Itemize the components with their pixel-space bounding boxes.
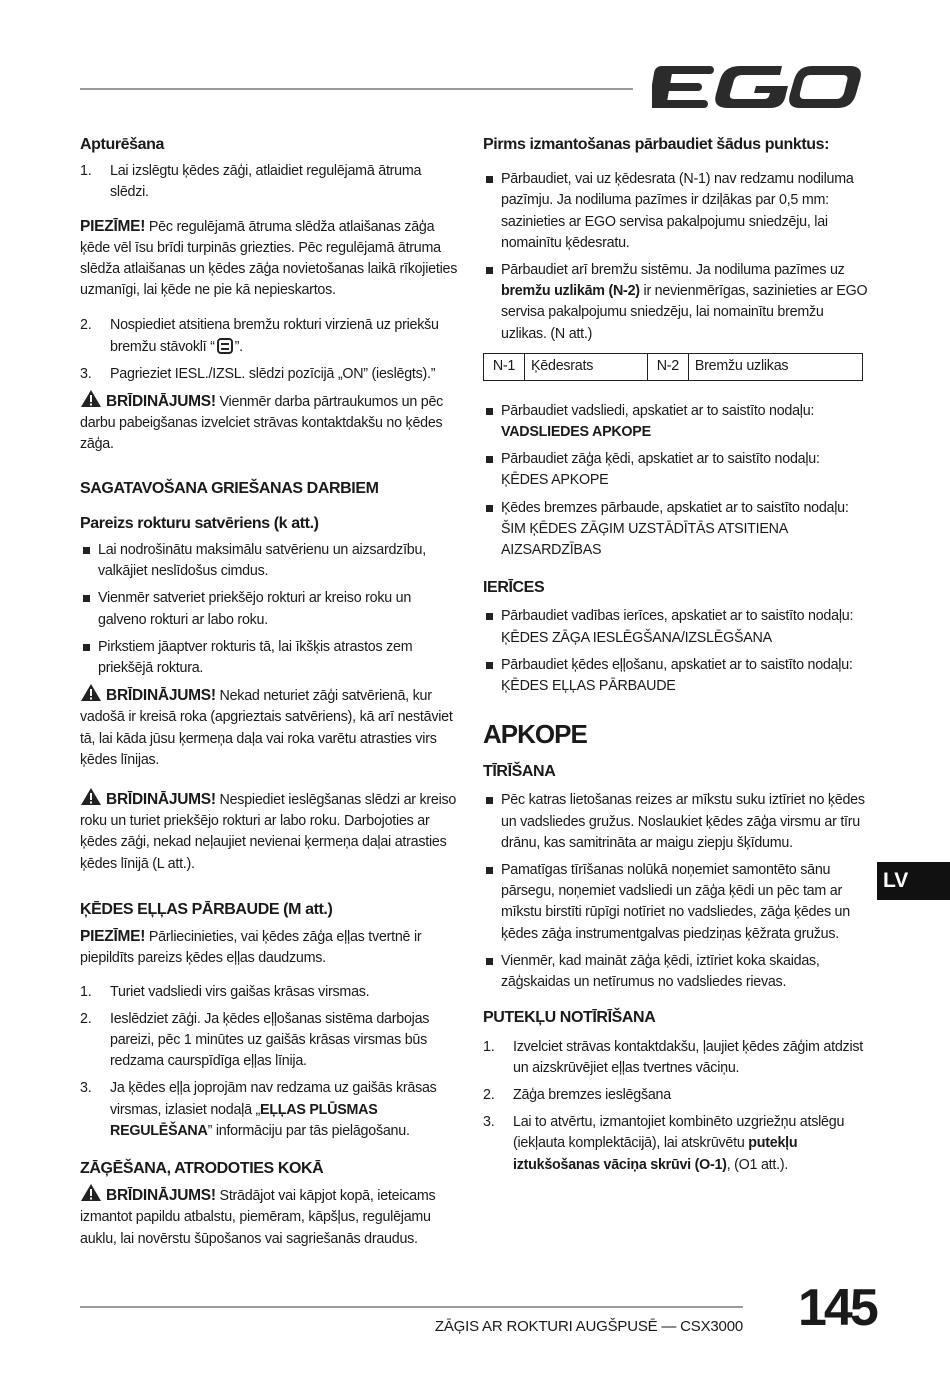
oil-step-3: 3. Ja ķēdes eļļa joprojām nav redzama uz gaišās krāsas virsmas, izlasiet nodaļā „EĻĻAS PLŪSMAS REGULĒŠANA” informāciju par tās pielāgošanu.: [80, 1080, 437, 1139]
header-rule: [80, 88, 633, 90]
devices-heading: IERĪCES: [483, 579, 545, 597]
checks-bullet-4: Pārbaudiet zāģa ķēdi, apskatiet ar to saistīto nodaļu: ĶĒDES APKOPE: [483, 449, 868, 491]
page-number: 145: [798, 1279, 876, 1337]
tree-warning: BRĪDINĀJUMS! Strādājot vai kāpjot kopā, ieteicams izmantot papildu atbalstu, piemēram, kāpšļus, regulējamu auklu, lai novērstu šūpošanos vai sagriešanās draudus.: [80, 1183, 458, 1250]
warning-icon: [80, 1183, 102, 1202]
stop-step-2: 2. Nospiediet atsitiena bremžu rokturi virzienā uz priekšu bremžu stāvoklī “ ”.: [80, 317, 439, 355]
grip-heading: Pareizs rokturu satvēriens (k att.): [80, 514, 319, 532]
checks-bullet-1: Pārbaudiet, vai uz ķēdesrata (N-1) nav redzamu nodiluma pazīmju. Ja nodiluma pazīmes ir dziļākas par 0,5 mm: sazinieties ar EGO servisa pakalpojumu sniedzēju, lai nomainītu ķēdesratu.: [483, 169, 868, 254]
checks-bullet-2: Pārbaudiet arī bremžu sistēmu. Ja nodiluma pazīmes uz bremžu uzlikām (N-2) ir nevienmērīgas, sazinieties ar EGO servisa pakalpojumu sniedzēju, lai nomainītu bremžu uzlikas. (N att.): [483, 260, 868, 345]
devices-bullet-1: Pārbaudiet vadības ierīces, apskatiet ar to saistīto nodaļu: ĶĒDES ZĀĢA IESLĒGŠANA/IZSLĒGŠANA: [483, 606, 868, 648]
dust-removal-heading: PUTEKĻU NOTĪRĪŠANA: [483, 1009, 656, 1027]
prep-heading: SAGATAVOŠANA GRIEŠANAS DARBIEM: [80, 479, 379, 497]
cleaning-bullet-1: Pēc katras lietošanas reizes ar mīkstu suku iztīriet no ķēdes un vadsliedes gružus. Noslaukiet ķēdes zāģa virsmu ar tīru drānu, kas samitrināta ar maigu ziepju šķīdumu.: [483, 790, 868, 854]
cleaning-heading: TĪRĪŠANA: [483, 763, 556, 781]
footer-title: ZĀĢIS AR ROKTURI AUGŠPUSĒ — CSX3000: [434, 1318, 743, 1335]
cleaning-bullet-2: Pamatīgas tīrīšanas nolūkā noņemiet samontēto sānu pārsegu, noņemiet vadsliedi un zāģa ķēdi un pēc tam ar mīkstu birstīti rūpīgi notīriet no vadsliedes, zāģa ķēdes un ķēdes zāģa instrumentgalvas piedziņas ķēžrata gružus.: [483, 860, 868, 945]
chain-brake-symbol-icon: [217, 338, 233, 354]
footer-rule: [80, 1306, 743, 1308]
tree-cutting-heading: ZĀĢĒŠANA, ATRODOTIES KOKĀ: [80, 1159, 324, 1177]
cleaning-bullet-3: Vienmēr, kad maināt zāģa ķēdi, iztīriet koka skaidas, zāģskaidas un netīrumus no vadsliedes rievas.: [483, 951, 868, 993]
language-tab: LV: [877, 862, 950, 900]
oil-check-heading: ĶĒDES EĻĻAS PĀRBAUDE (M att.): [80, 900, 333, 918]
right-column: [483, 134, 868, 1176]
stop-step-1: 1. Lai izslēgtu ķēdes zāģi, atlaidiet regulējamā ātruma slēdzi.: [80, 163, 422, 201]
oil-step-1: 1. Turiet vadsliedi virs gaišas krāsas virsmas.: [80, 983, 370, 1000]
parts-table: [483, 353, 863, 381]
grip-bullet-2: Vienmēr satveriet priekšējo rokturi ar kreiso roku un galveno rokturi ar labo roku.: [80, 588, 458, 630]
dust-step-3: 3. Lai to atvērtu, izmantojiet kombinēto uzgriežņu atslēgu (iekļauta komplektācijā), lai atskrūvētu putekļu iztukšošanas vāciņa skrūvi (O-1), (O1 att.).: [483, 1114, 845, 1173]
part-label-n1: Ķēdesrats: [525, 353, 648, 380]
grip-warning-2: BRĪDINĀJUMS! Nespiediet ieslēgšanas slēdzi ar kreiso roku un turiet priekšējo rokturi ar labo roku. Darbojoties ar ķēdes zāģi, nekad neļaujiet nevienai ķermeņa daļai atrasties ķēdes līnijā (L att.).: [80, 787, 458, 875]
devices-bullet-2: Pārbaudiet ķēdes eļļošanu, apskatiet ar to saistīto nodaļu: ĶĒDES EĻĻAS PĀRBAUDE: [483, 655, 868, 697]
warning-icon: [80, 787, 102, 806]
dust-step-2: 2. Zāģa bremzes ieslēgšana: [483, 1086, 671, 1103]
grip-bullet-3: Pirkstiem jāaptver rokturis tā, lai īkšķis atrastos zem priekšējā roktura.: [80, 637, 458, 679]
stop-note: PIEZĪME! Pēc regulējamā ātruma slēdža atlaišanas zāģa ķēde vēl īsu brīdi turpinās griezties. Pēc regulējamā ātruma slēdža atlaišanas un ķēdes zāģa novietošanas laikā rīkojieties uzmanīgi, lai ķēde ne pie kā nepieskartos.: [80, 217, 458, 299]
left-column: [80, 134, 458, 1250]
grip-warning-1: BRĪDINĀJUMS! Nekad neturiet zāģi satvērienā, kur vadošā ir kreisā roka (apgrieztais satvēriens), kā arī nestāviet tā, lai kāda jūsu ķermeņa daļa vai roka varētu atrasties virs ķēdes līnijas.: [80, 683, 458, 771]
checks-bullet-5: Ķēdes bremzes pārbaude, apskatiet ar to saistīto nodaļu: ŠIM ĶĒDES ZĀĢIM UZSTĀDĪTĀS ATSITIENA AIZSARDZĪBAS: [483, 498, 868, 562]
warning-icon: [80, 389, 102, 408]
checks-heading: Pirms izmantošanas pārbaudiet šādus punktus:: [483, 136, 830, 153]
table-row: [484, 353, 863, 380]
part-code-n1: N-1: [484, 353, 525, 380]
grip-bullet-1: Lai nodrošinātu maksimālu satvērienu un aizsardzību, valkājiet neslīdošus cimdus.: [80, 540, 458, 582]
part-code-n2: N-2: [647, 353, 688, 380]
ego-logo: [652, 62, 862, 112]
warning-icon: [80, 683, 102, 702]
stop-heading: Apturēšana: [80, 136, 165, 153]
stop-step-3: 3. Pagrieziet IESL./IZSL. slēdzi pozīcijā „ON” (ieslēgts).”: [80, 365, 436, 382]
checks-bullet-3: Pārbaudiet vadsliedi, apskatiet ar to saistīto nodaļu: VADSLIEDES APKOPE: [483, 401, 868, 443]
stop-warning: BRĪDINĀJUMS! Vienmēr darba pārtraukumos un pēc darbu pabeigšanas izvelciet strāvas kontaktdakšu no ķēdes zāģa.: [80, 389, 458, 456]
maintenance-heading: APKOPE: [483, 719, 587, 750]
part-label-n2: Bremžu uzlikas: [688, 353, 862, 380]
oil-note: PIEZĪME! Pārliecinieties, vai ķēdes zāģa eļļas tvertnē ir piepildīts pareizs ķēdes eļļas daudzums.: [80, 928, 422, 967]
dust-step-1: 1. Izvelciet strāvas kontaktdakšu, ļaujiet ķēdes zāģim atdzist un aizskrūvējiet eļļas tvertnes vāciņu.: [483, 1038, 863, 1076]
oil-step-2: 2. Ieslēdziet zāģi. Ja ķēdes eļļošanas sistēma darbojas pareizi, pēc 1 minūtes uz gaišās krāsas virsmas būs redzama caurspīdīga eļļas līnija.: [80, 1010, 430, 1070]
